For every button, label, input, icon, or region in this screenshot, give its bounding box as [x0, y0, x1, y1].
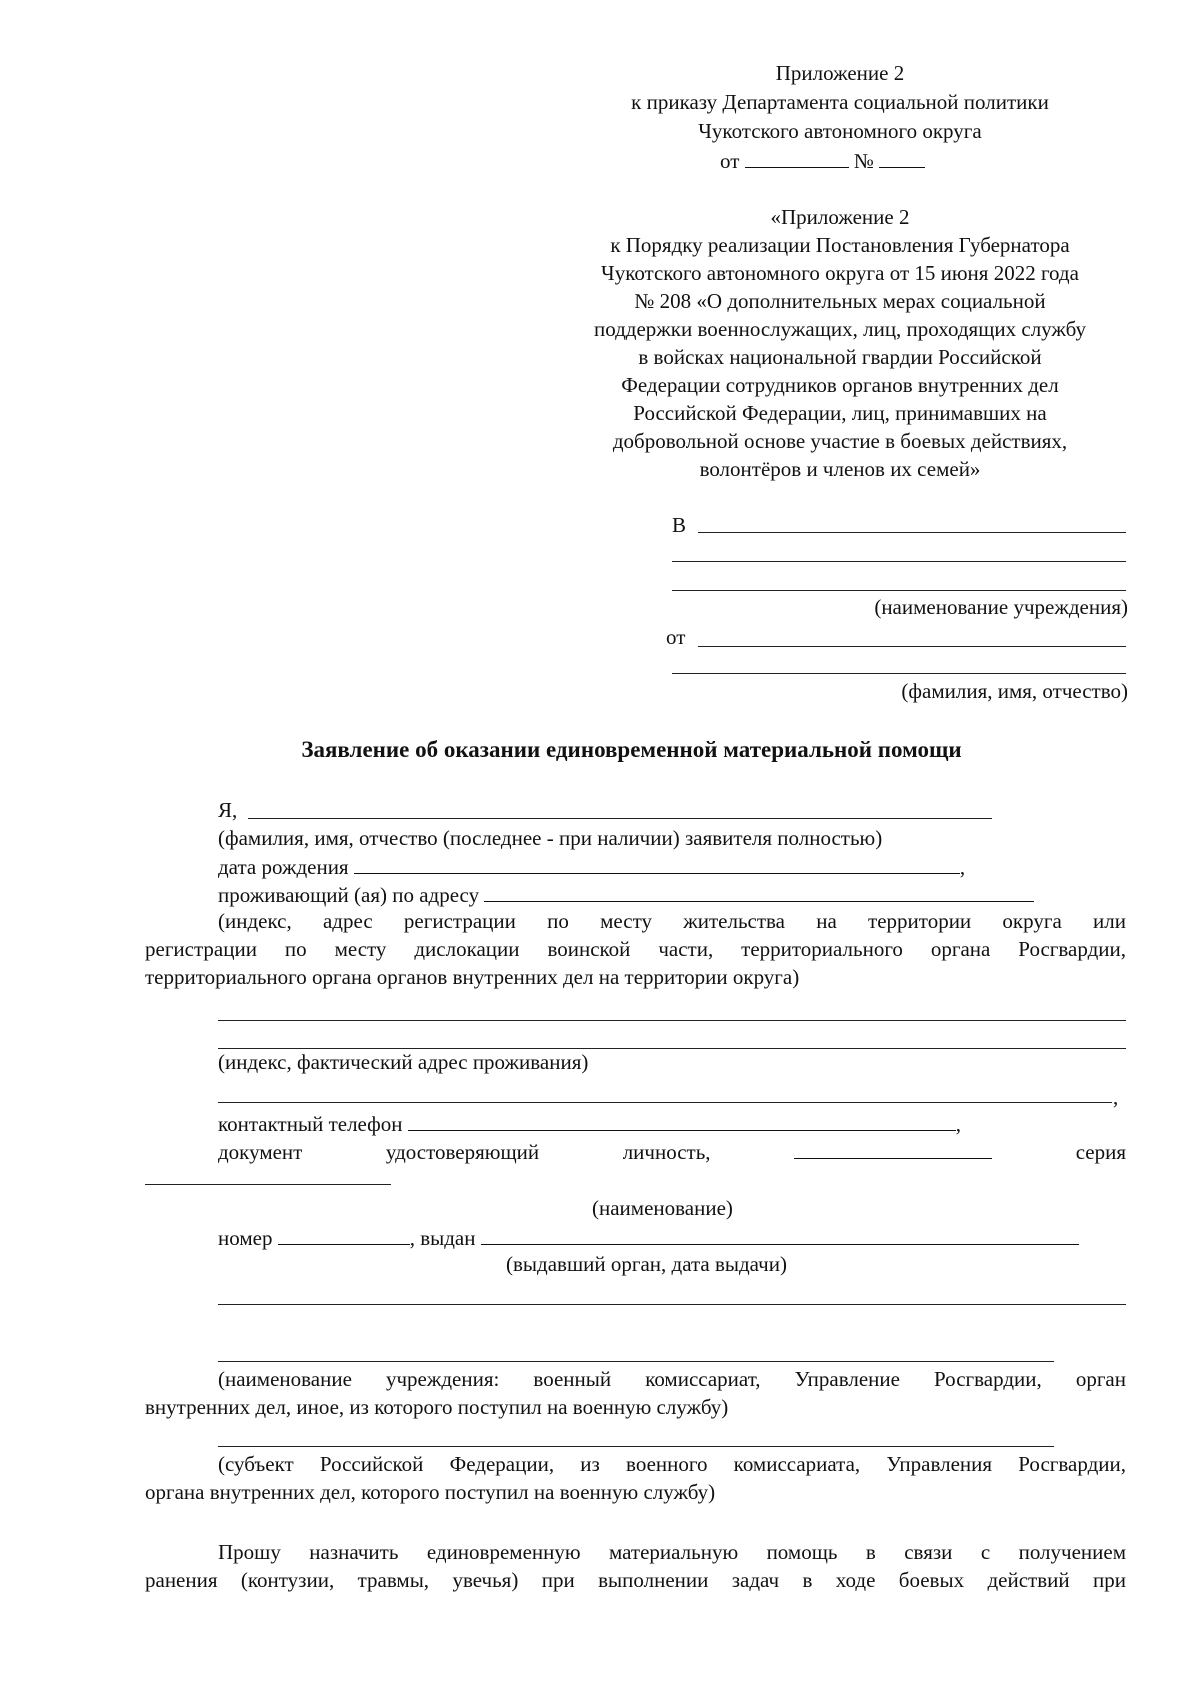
appendix-line-8: Российской Федерации, лиц, принимавших на — [633, 401, 1047, 425]
actual-address-field-3[interactable] — [218, 1102, 1112, 1103]
doc-word-1: документ — [218, 1140, 303, 1164]
registration-caption-second: регистрации по месту дислокации воинской части, территориального органа Росгвардии, — [145, 937, 1126, 961]
institution-caption-second: внутренних дел, иное, из которого поступил на военную службу) — [145, 1395, 729, 1419]
appendix-line-4: № 208 «О дополнительных мерах социальной — [634, 289, 1046, 313]
series-label: серия — [1075, 1140, 1126, 1164]
date-prefix: от — [720, 149, 740, 173]
institution-caption-first: (наименование учреждения: военный комиссариат, Управление Росгвардии, орган — [218, 1367, 1126, 1391]
applicant-fio-caption: (фамилия, имя, отчество (последнее - при наличии) заявителя полностью) — [218, 826, 883, 850]
i-prefix: Я, — [218, 798, 238, 822]
date-field[interactable] — [745, 147, 849, 168]
address-line — [218, 881, 1034, 908]
doc-number-field[interactable] — [278, 1224, 410, 1245]
fio-field-1[interactable] — [698, 646, 1126, 647]
from-prefix: от — [666, 625, 686, 649]
subject-caption-first: (субъект Российской Федерации, из военного комиссариата, Управления Росгвардии, — [218, 1452, 1126, 1476]
appendix-line-5: поддержки военнослужащих, лиц, проходящих службу — [593, 317, 1087, 341]
actual-address-field-1[interactable] — [218, 1020, 1126, 1021]
to-prefix: В — [672, 513, 687, 537]
issuer-field[interactable] — [481, 1224, 1079, 1245]
birth-date-line — [218, 853, 965, 880]
institution-field-2[interactable] — [672, 561, 1126, 562]
appendix-line-3: Чукотского автономного округа от 15 июня 2022 года — [601, 261, 1079, 285]
issued-label: , выдан — [409, 1226, 476, 1250]
number-label: номер — [218, 1226, 273, 1250]
phone-line — [218, 1110, 961, 1137]
doc-word-3: личность, — [622, 1140, 711, 1164]
number-issued-line — [218, 1224, 1079, 1251]
birth-date-comma: , — [959, 855, 966, 879]
actual-address-caption: (индекс, фактический адрес проживания) — [218, 1050, 589, 1074]
document-name-field[interactable] — [794, 1138, 992, 1159]
identity-document-line — [218, 1138, 1126, 1165]
address-label: проживающий (ая) по адресу — [218, 883, 480, 907]
issuer-field-2[interactable] — [218, 1304, 1126, 1305]
fio-field-2[interactable] — [672, 673, 1126, 674]
appendix-line-1: «Приложение 2 — [770, 205, 910, 229]
header-line-2: к приказу Департамента социальной политики — [631, 90, 1049, 114]
appendix-line-7: Федерации сотрудников органов внутренних дел — [621, 373, 1059, 397]
applicant-fio-field[interactable] — [248, 818, 992, 819]
document-name-caption: (наименование) — [592, 1196, 733, 1220]
appendix-line-9: добровольной основе участие в боевых действиях, — [612, 429, 1068, 453]
actual-address-comma: , — [1113, 1085, 1119, 1109]
appendix-line-6: в войсках национальной гвардии Российской — [638, 345, 1042, 369]
subject-field[interactable] — [218, 1446, 1054, 1447]
issuer-caption: (выдавший орган, дата выдачи) — [506, 1252, 787, 1276]
document-title: Заявление об оказании единовременной материальной помощи — [301, 737, 962, 762]
fio-caption: (фамилия, имя, отчество) — [901, 679, 1128, 703]
series-field[interactable] — [145, 1184, 391, 1185]
birth-date-field[interactable] — [354, 853, 960, 874]
institution-field-1[interactable] — [698, 532, 1126, 533]
institution-caption: (наименование учреждения) — [874, 595, 1128, 619]
registration-caption-first: (индекс, адрес регистрации по месту жительства на территории округа или — [218, 909, 1126, 933]
registration-caption-third: территориального органа органов внутренних дел на территории округа) — [145, 965, 800, 989]
appendix-line-10: волонтёров и членов их семей» — [699, 457, 981, 481]
appendix-line-2: к Порядку реализации Постановления Губернатора — [610, 233, 1070, 257]
doc-word-2: удостоверяющий — [385, 1140, 540, 1164]
institution-field-3[interactable] — [672, 590, 1126, 591]
request-line-second: ранения (контузии, травмы, увечья) при выполнении задач в ходе боевых действий при — [145, 1568, 1126, 1592]
phone-comma: , — [955, 1112, 961, 1136]
number-field[interactable] — [879, 147, 925, 168]
subject-caption-second: органа внутренних дел, которого поступил на военную службу) — [145, 1480, 716, 1504]
header-line-1: Приложение 2 — [775, 61, 905, 85]
number-sign: № — [853, 149, 874, 173]
enlistment-institution-field[interactable] — [218, 1361, 1054, 1362]
phone-field[interactable] — [408, 1110, 956, 1131]
phone-label: контактный телефон — [218, 1112, 403, 1136]
header-date-line — [720, 147, 925, 174]
request-line-first: Прошу назначить единовременную материальную помощь в связи с получением — [218, 1540, 1126, 1564]
address-field[interactable] — [484, 881, 1034, 902]
header-line-3: Чукотского автономного округа — [698, 119, 982, 143]
birth-date-label: дата рождения — [218, 855, 349, 879]
